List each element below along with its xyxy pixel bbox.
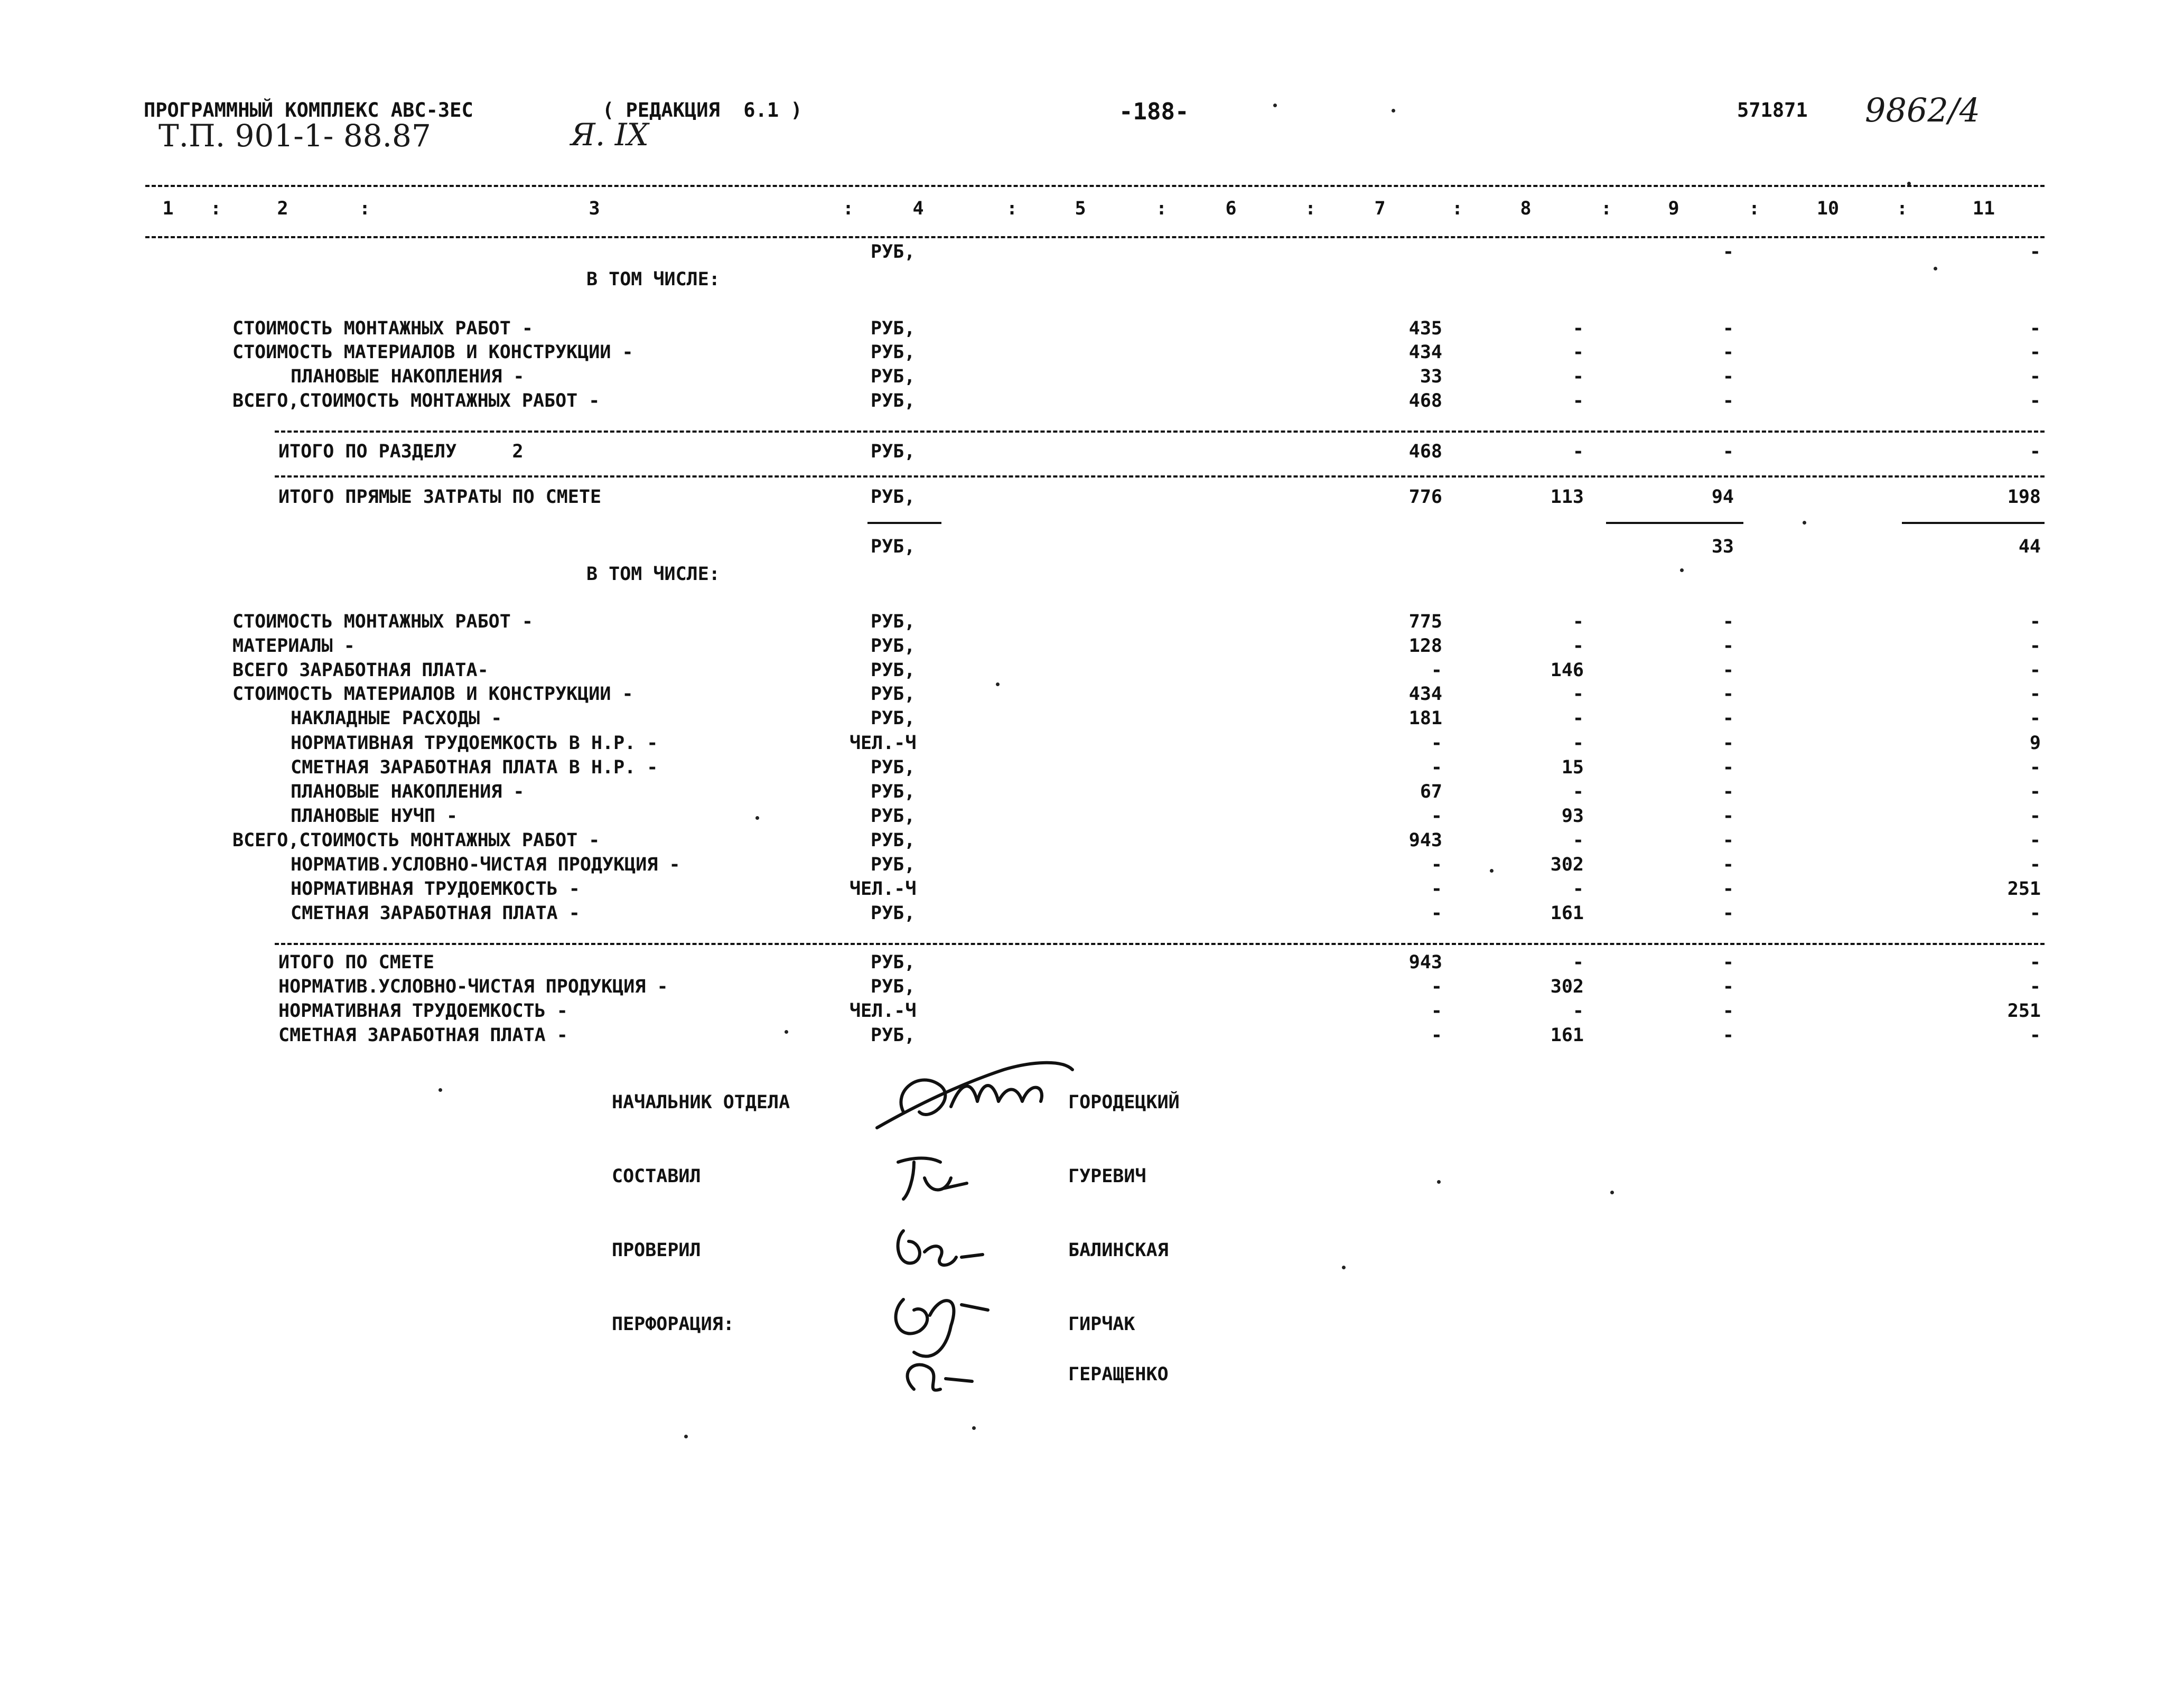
cell-col7: - xyxy=(1431,1025,1442,1046)
cell-col8: - xyxy=(1572,342,1584,363)
cell-col8: - xyxy=(1572,366,1584,387)
section-rule xyxy=(275,943,2045,945)
cell-col7: 943 xyxy=(1408,952,1442,973)
cell-col9: - xyxy=(1722,708,1734,729)
cell-col9: - xyxy=(1722,318,1734,339)
column-separator: : xyxy=(1006,198,1018,219)
cell-col7: 128 xyxy=(1408,635,1442,657)
signature-role: ПЕРФОРАЦИЯ: xyxy=(612,1314,734,1335)
column-separator: : xyxy=(1601,198,1612,219)
row-unit: ЧЕЛ.-Ч xyxy=(850,1000,917,1022)
row-unit: РУБ, xyxy=(871,952,916,973)
cell-col9: - xyxy=(1722,390,1734,411)
row-unit: РУБ, xyxy=(871,757,916,778)
row-label: НОРМАТИВ.УСЛОВНО-ЧИСТАЯ ПРОДУКЦИЯ - xyxy=(291,854,680,875)
cell-col7: - xyxy=(1431,1000,1442,1022)
cell-col11: - xyxy=(2029,635,2041,657)
cell-col11: - xyxy=(2029,611,2041,632)
cell-col9: - xyxy=(1722,441,1734,462)
column-number-9: 9 xyxy=(1668,198,1679,219)
row-unit: РУБ, xyxy=(871,806,916,827)
signature-name: ГУРЕВИЧ xyxy=(1068,1166,1146,1187)
cell-col9: - xyxy=(1722,660,1734,681)
header-bottom-rule xyxy=(145,236,2045,238)
row-unit: РУБ, xyxy=(871,903,916,924)
cell-col7: - xyxy=(1431,733,1442,754)
row-label: СМЕТНАЯ ЗАРАБОТНАЯ ПЛАТА - xyxy=(278,1025,568,1046)
col9-underline xyxy=(1606,522,1743,524)
cell-col11: - xyxy=(2029,660,2041,681)
cell-col7: 67 xyxy=(1420,781,1442,802)
row-unit: РУБ, xyxy=(871,241,916,263)
column-number-5: 5 xyxy=(1075,198,1086,219)
row-unit: РУБ, xyxy=(871,660,916,681)
scan-speck xyxy=(755,816,759,820)
cell-col11: - xyxy=(2029,241,2041,263)
cell-col11: - xyxy=(2029,806,2041,827)
cell-col11: - xyxy=(2029,366,2041,387)
cell-col7: - xyxy=(1431,854,1442,875)
row-label: ИТОГО ПО СМЕТЕ xyxy=(278,952,435,973)
row-label: ВСЕГО ЗАРАБОТНАЯ ПЛАТА- xyxy=(232,660,489,681)
cell-col9: - xyxy=(1722,1025,1734,1046)
cell-col11: 9 xyxy=(2029,733,2041,754)
page-number: -188- xyxy=(1119,98,1189,125)
cell-col8: - xyxy=(1572,611,1584,632)
signature-scribble xyxy=(888,1220,988,1278)
cell-col9: - xyxy=(1722,342,1734,363)
scan-speck xyxy=(1437,1180,1441,1184)
row-label: ВСЕГО,СТОИМОСТЬ МОНТАЖНЫХ РАБОТ - xyxy=(232,830,600,851)
column-number-3: 3 xyxy=(589,198,600,219)
scan-speck xyxy=(1680,568,1684,572)
row-label: НАКЛАДНЫЕ РАСХОДЫ - xyxy=(291,708,502,729)
row-unit: РУБ, xyxy=(871,342,916,363)
row-unit: РУБ, xyxy=(871,976,916,997)
scan-speck xyxy=(438,1088,442,1092)
cell-col7: - xyxy=(1431,660,1442,681)
row-label: СМЕТНАЯ ЗАРАБОТНАЯ ПЛАТА - xyxy=(291,903,580,924)
row-label: ИТОГО ПРЯМЫЕ ЗАТРАТЫ ПО СМЕТЕ xyxy=(278,487,602,508)
cell-col8: - xyxy=(1572,390,1584,411)
row-label: МАТЕРИАЛЫ - xyxy=(232,635,355,657)
cell-col11: 44 xyxy=(2018,536,2041,557)
row-unit: РУБ, xyxy=(871,684,916,705)
cell-col9: - xyxy=(1722,366,1734,387)
column-number-2: 2 xyxy=(277,198,288,219)
column-separator: : xyxy=(843,198,854,219)
row-label: СТОИМОСТЬ МАТЕРИАЛОВ И КОНСТРУКЦИИ - xyxy=(232,684,633,705)
scan-speck xyxy=(1490,869,1494,873)
signature-name: БАЛИНСКАЯ xyxy=(1068,1240,1169,1261)
scan-speck xyxy=(1610,1191,1614,1194)
column-separator: : xyxy=(1897,198,1908,219)
signature-scribble xyxy=(882,1284,1009,1405)
cell-col7: 775 xyxy=(1408,611,1442,632)
cell-col8: - xyxy=(1572,878,1584,900)
cell-col11: - xyxy=(2029,342,2041,363)
cell-col9: - xyxy=(1722,733,1734,754)
cell-col7: - xyxy=(1431,878,1442,900)
cell-col8: - xyxy=(1572,635,1584,657)
cell-col8: - xyxy=(1572,441,1584,462)
cell-col7: 435 xyxy=(1408,318,1442,339)
cell-col7: 468 xyxy=(1408,441,1442,462)
column-number-10: 10 xyxy=(1816,198,1840,219)
scan-speck xyxy=(1392,109,1395,113)
row-unit: ЧЕЛ.-Ч xyxy=(850,878,917,900)
cell-col8: - xyxy=(1572,708,1584,729)
row-unit: РУБ, xyxy=(871,390,916,411)
cell-col9: 94 xyxy=(1711,487,1734,508)
cell-col7: 434 xyxy=(1408,342,1442,363)
header-top-rule xyxy=(145,185,2045,187)
cell-col11: - xyxy=(2029,903,2041,924)
scan-speck xyxy=(1803,521,1806,525)
row-label: ВСЕГО,СТОИМОСТЬ МОНТАЖНЫХ РАБОТ - xyxy=(232,390,600,411)
row-unit: РУБ, xyxy=(871,611,916,632)
row-label: НОРМАТИВНАЯ ТРУДОЕМКОСТЬ В Н.Р. - xyxy=(291,733,658,754)
handwritten-project-ref: Т.П. 901-1- 88.87 xyxy=(158,118,431,154)
row-unit: РУБ, xyxy=(871,781,916,802)
signature-name: ГЕРАЩЕНКО xyxy=(1068,1364,1169,1385)
cell-col7: - xyxy=(1431,757,1442,778)
column-number-11: 11 xyxy=(1972,198,1995,219)
cell-col9: - xyxy=(1722,611,1734,632)
cell-col8: - xyxy=(1572,781,1584,802)
column-separator: : xyxy=(1305,198,1317,219)
cell-col7: 776 xyxy=(1408,487,1442,508)
cell-col7: - xyxy=(1431,806,1442,827)
cell-col8: 146 xyxy=(1550,660,1584,681)
row-unit: РУБ, xyxy=(871,854,916,875)
cell-col11: 251 xyxy=(2007,1000,2041,1022)
row-label: СТОИМОСТЬ МОНТАЖНЫХ РАБОТ - xyxy=(232,611,533,632)
cell-col11: - xyxy=(2029,318,2041,339)
row-unit: РУБ, xyxy=(871,441,916,462)
section-rule xyxy=(275,431,2045,433)
cell-col9: - xyxy=(1722,952,1734,973)
scan-speck xyxy=(996,682,1000,686)
row-label: ПЛАНОВЫЕ НАКОПЛЕНИЯ - xyxy=(291,366,525,387)
row-label: ПЛАНОВЫЕ НАКОПЛЕНИЯ - xyxy=(291,781,525,802)
cell-col11: - xyxy=(2029,854,2041,875)
row-label: СТОИМОСТЬ МОНТАЖНЫХ РАБОТ - xyxy=(232,318,533,339)
cell-col8: - xyxy=(1572,318,1584,339)
cell-col11: - xyxy=(2029,830,2041,851)
cell-col11: 251 xyxy=(2007,878,2041,900)
cell-col8: - xyxy=(1572,733,1584,754)
column-number-7: 7 xyxy=(1374,198,1386,219)
program-title: ПРОГРАММНЫЙ КОМПЛЕКС АВС-3ЕС xyxy=(144,99,473,121)
cell-col11: - xyxy=(2029,441,2041,462)
cell-col8: - xyxy=(1572,830,1584,851)
cell-col7: 181 xyxy=(1408,708,1442,729)
scan-speck xyxy=(1907,182,1911,185)
section-rule xyxy=(275,475,2045,478)
cell-col7: 434 xyxy=(1408,684,1442,705)
row-label: СМЕТНАЯ ЗАРАБОТНАЯ ПЛАТА В Н.Р. - xyxy=(291,757,658,778)
column-separator: : xyxy=(1749,198,1760,219)
row-label: НОРМАТИВНАЯ ТРУДОЕМКОСТЬ - xyxy=(278,1000,568,1022)
cell-col7: 468 xyxy=(1408,390,1442,411)
cell-col11: - xyxy=(2029,976,2041,997)
row-label: СТОИМОСТЬ МАТЕРИАЛОВ И КОНСТРУКЦИИ - xyxy=(232,342,633,363)
handwritten-number: 9862/4 xyxy=(1865,91,1981,129)
cell-col11: - xyxy=(2029,781,2041,802)
cell-col9: - xyxy=(1722,976,1734,997)
cell-col11: - xyxy=(2029,390,2041,411)
cell-col9: - xyxy=(1722,635,1734,657)
row-unit: РУБ, xyxy=(871,366,916,387)
signature-name: ГОРОДЕЦКИЙ xyxy=(1068,1092,1180,1113)
subheading: В ТОМ ЧИСЛЕ: xyxy=(586,564,720,585)
row-unit: РУБ, xyxy=(871,830,916,851)
cell-col11: - xyxy=(2029,1025,2041,1046)
scan-speck xyxy=(1273,104,1277,107)
cell-col9: - xyxy=(1722,854,1734,875)
signature-scribble xyxy=(872,1049,1078,1144)
cell-col8: 161 xyxy=(1550,903,1584,924)
column-number-6: 6 xyxy=(1225,198,1237,219)
row-unit: ЧЕЛ.-Ч xyxy=(850,733,917,754)
cell-col9: - xyxy=(1722,1000,1734,1022)
column-separator: : xyxy=(1156,198,1168,219)
cell-col8: 302 xyxy=(1550,976,1584,997)
column-number-1: 1 xyxy=(162,198,174,219)
cell-col8: 161 xyxy=(1550,1025,1584,1046)
row-unit: РУБ, xyxy=(871,635,916,657)
cell-col8: - xyxy=(1572,1000,1584,1022)
cell-col9: - xyxy=(1722,241,1734,263)
cell-col11: - xyxy=(2029,684,2041,705)
row-unit: РУБ, xyxy=(871,1025,916,1046)
subheading: В ТОМ ЧИСЛЕ: xyxy=(586,269,720,290)
cell-col8: 15 xyxy=(1561,757,1584,778)
row-label: НОРМАТИВНАЯ ТРУДОЕМКОСТЬ - xyxy=(291,878,580,900)
signature-scribble xyxy=(893,1152,977,1210)
cell-col8: - xyxy=(1572,684,1584,705)
cell-col9: - xyxy=(1722,757,1734,778)
cell-col9: - xyxy=(1722,878,1734,900)
cell-col8: - xyxy=(1572,952,1584,973)
cell-col8: 302 xyxy=(1550,854,1584,875)
cell-col9: - xyxy=(1722,830,1734,851)
column-separator: : xyxy=(1452,198,1463,219)
scan-speck xyxy=(785,1030,788,1034)
cell-col9: - xyxy=(1722,806,1734,827)
row-label: ПЛАНОВЫЕ НУЧП - xyxy=(291,806,458,827)
signature-role: НАЧАЛЬНИК ОТДЕЛА xyxy=(612,1092,790,1113)
col11-underline xyxy=(1902,522,2045,524)
cell-col8: 93 xyxy=(1561,806,1584,827)
column-number-8: 8 xyxy=(1520,198,1532,219)
cell-col9: 33 xyxy=(1711,536,1734,557)
scan-speck xyxy=(1342,1266,1346,1269)
row-label: ИТОГО ПО РАЗДЕЛУ 2 xyxy=(278,441,524,462)
scan-speck xyxy=(684,1435,688,1438)
scan-speck xyxy=(972,1426,976,1430)
cell-col7: - xyxy=(1431,976,1442,997)
handwritten-volume: Я. IX xyxy=(571,117,649,153)
signature-role: СОСТАВИЛ xyxy=(612,1166,701,1187)
cell-col8: 113 xyxy=(1550,487,1584,508)
row-unit: РУБ, xyxy=(871,536,916,557)
column-number-4: 4 xyxy=(912,198,924,219)
cell-col7: 33 xyxy=(1420,366,1442,387)
row-unit: РУБ, xyxy=(871,487,916,508)
cell-col9: - xyxy=(1722,684,1734,705)
cell-col9: - xyxy=(1722,903,1734,924)
cell-col7: - xyxy=(1431,903,1442,924)
cell-col11: 198 xyxy=(2007,487,2041,508)
document-code: 571871 xyxy=(1737,99,1808,121)
unit-underline xyxy=(867,522,941,524)
cell-col11: - xyxy=(2029,708,2041,729)
column-separator: : xyxy=(210,198,222,219)
row-unit: РУБ, xyxy=(871,708,916,729)
revision-label: ( РЕДАКЦИЯ 6.1 ) xyxy=(602,99,802,121)
cell-col7: 943 xyxy=(1408,830,1442,851)
cell-col9: - xyxy=(1722,781,1734,802)
column-separator: : xyxy=(359,198,371,219)
signature-name: ГИРЧАК xyxy=(1068,1314,1135,1335)
cell-col11: - xyxy=(2029,757,2041,778)
row-unit: РУБ, xyxy=(871,318,916,339)
cell-col11: - xyxy=(2029,952,2041,973)
row-label: НОРМАТИВ.УСЛОВНО-ЧИСТАЯ ПРОДУКЦИЯ - xyxy=(278,976,668,997)
signature-role: ПРОВЕРИЛ xyxy=(612,1240,701,1261)
scan-speck xyxy=(1934,267,1937,270)
